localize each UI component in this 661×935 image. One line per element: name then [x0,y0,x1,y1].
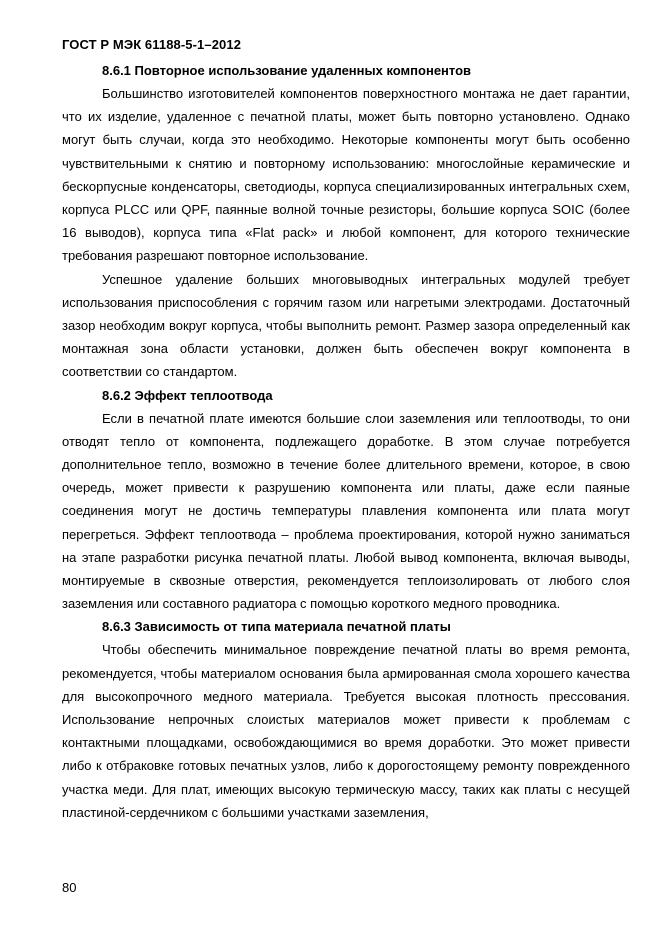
document-body [62,59,630,824]
section-8-6-2 [62,384,630,616]
section-heading: 8.6.3 Зависимость от типа материала печатной платы [102,619,451,635]
page-number: 80 [62,880,77,895]
paragraph: Большинство изготовителей компонентов поверхностного монтажа не дает гарантии, что их изделие, удаленное с печатной платы, может быть повторно установлено. Однако могут быть случаи, когда это необходимо. Некоторые компоненты могут быть особенно чувствительными к снятию и повторному использованию: многослойные керамические и бескорпусные конденсаторы, светодиоды, корпуса специализированных интегральных схем, корпуса PLCC или QPF, паянные волной точные резисторы, большие корпуса SOIC (более 16 выводов), корпуса типа «Flat pack» и любой компонент, для которого технические требования разрешают повторное использование. [62,86,630,264]
section-heading: 8.6.1 Повторное использование удаленных компонентов [102,63,472,78]
section-heading: 8.6.2 Эффект теплоотвода [102,387,273,403]
standard-code-header: ГОСТ Р МЭК 61188-5-1–2012 [62,37,242,52]
section-8-6-3 [62,615,630,824]
paragraph: Чтобы обеспечить минимальное повреждение печатной платы во время ремонта, рекомендуется, чтобы материалом основания была армированная смола хорошего качества для высокопрочного медного материала. Требуется высокая плотность прессования. Использование непрочных слоистых материалов может привести к проблемам с контактными площадками, освобождающимися во время доработки. Это может привести либо к отбраковке готовых печатных узлов, либо к дорогостоящему ремонту поврежденного участка меди. Для плат, имеющих высокую термическую массу, таких как платы с несущей пластиной-сердечником с большими участками заземления, [62,642,630,820]
paragraph: Если в печатной плате имеются большие слои заземления или теплоотводы, то они отводят тепло от компонента, подлежащего доработке. В этом случае потребуется дополнительное тепло, возможно в течение более длительного времени, которое, в свою очередь, может привести к разрушению компонента или платы, даже если паяные соединения могут не достичь температуры плавления компонента или плата могут перегреться. Эффект теплоотвода – проблема проектирования, которой нужно заниматься на этапе разработки рисунка печатной платы. Любой вывод компонента, включая выводы, монтируемые в сквозные отверстия, рекомендуется теплоизолировать от любого слоя заземления или составного радиатора с помощью короткого медного проводника. [62,410,630,612]
section-8-6-1 [62,59,630,384]
paragraph: Успешное удаление больших многовыводных интегральных модулей требует использования приспособления с горячим газом или нагретыми электродами. Достаточный зазор необходим вокруг корпуса, чтобы выполнить ремонт. Размер зазора определенный как монтажная зона области установки, должен быть обеспечен вокруг компонента в соответствии со стандартом. [62,271,630,380]
